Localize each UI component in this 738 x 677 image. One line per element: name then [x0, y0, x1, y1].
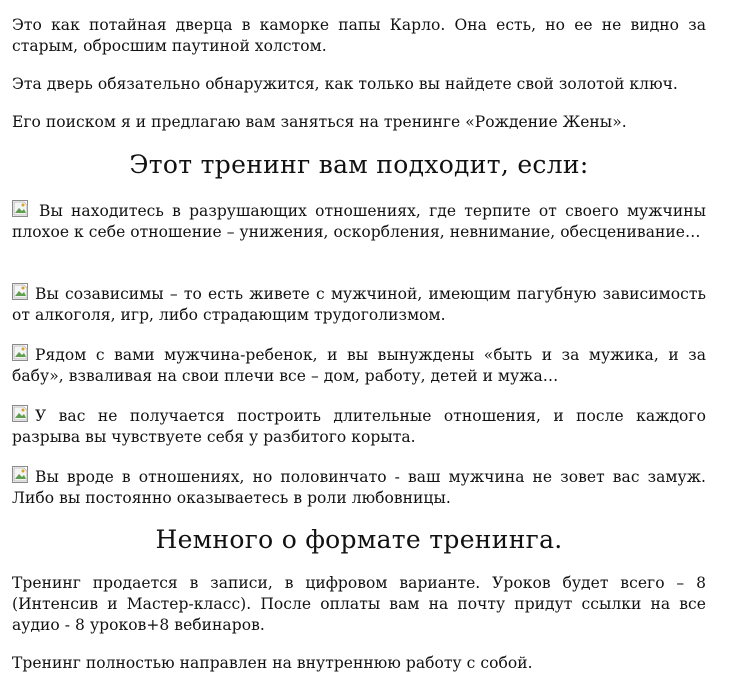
intro-paragraph-3: Его поиском я и предлагаю вам заняться на тренинге «Рождение Жены». — [12, 113, 627, 131]
format-paragraph-1: Тренинг продается в записи, в цифровом варианте. Уроков будет всего – 8 (Интенсив и Мастер-класс). После оплаты вам на почту придут ссылки на все аудио - 8 уроков+8 вебинаров. — [12, 574, 706, 634]
suits-heading: Этот тренинг вам подходит, если: — [129, 150, 589, 179]
list-item — [12, 344, 706, 387]
broken-image-icon — [12, 405, 31, 423]
broken-image-icon — [12, 466, 31, 484]
list-item-text: Вы вроде в отношениях, но половинчато - ваш мужчина не зовет вас замуж. Либо вы постоянно оказываетесь в роли любовницы. — [12, 468, 706, 507]
list-item-text: Вы созависимы – то есть живете с мужчиной, имеющим пагубную зависимость от алкоголя, игр, либо страдающим трудоголизмом. — [12, 285, 706, 324]
broken-image-icon — [12, 283, 31, 301]
list-item — [12, 466, 706, 509]
broken-image-icon — [12, 344, 31, 362]
list-item-text: Вы находитесь в разрушающих отношениях, где терпите от своего мужчины плохое к себе отношение – унижения, оскорбления, невнимание, обесценивание… — [12, 202, 706, 241]
list-item-text: У вас не получается построить длительные отношения, и после каждого разрыва вы чувствуете себя у разбитого корыта. — [12, 407, 706, 446]
intro-paragraph-1: Это как потайная дверца в каморке папы Карло. Она есть, но ее не видно за старым, обросшим паутиной холстом. — [12, 16, 706, 55]
list-item — [12, 200, 706, 243]
broken-image-icon — [12, 200, 31, 218]
format-paragraph-2: Тренинг полностью направлен на внутреннюю работу с собой. — [12, 654, 533, 672]
format-heading: Немного о формате тренинга. — [155, 525, 563, 554]
list-item — [12, 405, 706, 448]
list-item — [12, 283, 706, 326]
intro-paragraph-2: Эта дверь обязательно обнаружится, как только вы найдете свой золотой ключ. — [12, 75, 678, 93]
list-item-text: Рядом с вами мужчина-ребенок, и вы вынуждены «быть и за мужика, и за бабу», взваливая на свои плечи все – дом, работу, детей и мужа… — [12, 346, 706, 385]
